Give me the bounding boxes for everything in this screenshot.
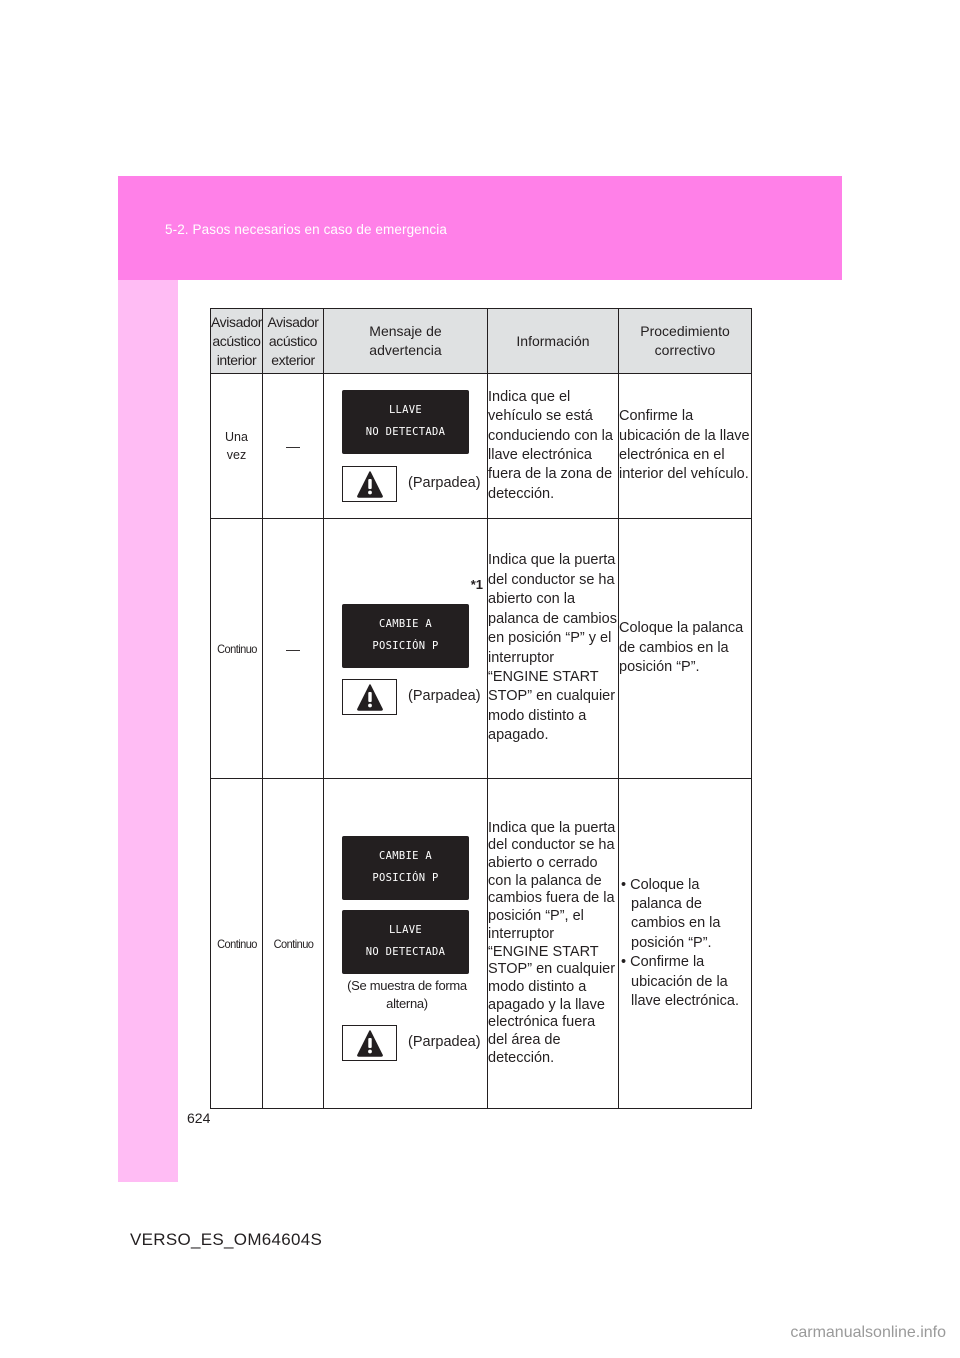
- warning-triangle-icon: [357, 684, 383, 711]
- header-interior-buzzer: [211, 309, 263, 374]
- lcd-line: NO DETECTADA: [365, 946, 446, 958]
- lcd-display: [342, 390, 469, 454]
- cell-text: Una: [225, 430, 248, 444]
- header-text: correctivo: [654, 342, 716, 358]
- page-number: 624: [187, 1110, 211, 1126]
- warning-message-cell: [324, 779, 488, 1109]
- warning-message-cell: [324, 374, 488, 519]
- procedure-list: [619, 876, 751, 1012]
- information-cell: Indica que el vehículo se está conduciendo con la llave electrónica fuera de la zona de detección.: [488, 374, 619, 519]
- footnote-marker: *1: [470, 577, 483, 592]
- header-text: Mensaje de: [369, 323, 442, 339]
- warning-light-box: [342, 1025, 397, 1061]
- exterior-buzzer-cell: —: [263, 519, 324, 779]
- warning-light-box: [342, 466, 397, 502]
- procedure-cell: [619, 779, 752, 1109]
- lcd-line: LLAVE: [388, 404, 423, 416]
- lcd-line: POSICIÓN P: [372, 872, 439, 884]
- document-id: VERSO_ES_OM64604S: [130, 1230, 323, 1249]
- list-item: • Coloque la palanca de cambios en la posición “P”.: [621, 876, 721, 951]
- watermark: carmanualsonline.info: [790, 1324, 946, 1341]
- header-text: Avisador: [211, 313, 263, 330]
- warning-light-box: [342, 679, 397, 715]
- header-text: advertencia: [369, 342, 442, 358]
- list-item: • Confirme la ubicación de la llave electrónica.: [621, 954, 739, 1010]
- side-margin-band: [118, 280, 178, 1182]
- note-line: alterna): [386, 996, 428, 1011]
- blink-label: (Parpadea): [408, 688, 481, 704]
- note-line: (Se muestra de forma: [347, 978, 467, 993]
- cell-text: vez: [226, 448, 247, 462]
- header-warning-message: [324, 309, 488, 374]
- table-row: [211, 519, 752, 779]
- lcd-line: POSICIÓN P: [372, 640, 439, 652]
- exterior-buzzer-cell: Continuo: [265, 779, 321, 1109]
- lcd-line: CAMBIE A: [379, 850, 432, 862]
- interior-buzzer-cell: Continuo: [213, 779, 261, 1109]
- procedure-cell: Coloque la palanca de cambios en la posición “P”.: [619, 519, 752, 779]
- lcd-line: CAMBIE A: [379, 618, 432, 630]
- information-cell: Indica que la puerta del conductor se ha abierto con la palanca de cambios en posición “P” y el interruptor “ENGINE START STOP” en cualquier modo distinto a apagado.: [488, 519, 619, 779]
- header-text: interior: [216, 351, 257, 368]
- table-row: [211, 779, 752, 1109]
- section-header-band: [118, 176, 842, 280]
- header-exterior-buzzer: [263, 309, 324, 374]
- information-cell: Indica que la puerta del conductor se ha abierto o cerrado con la palanca de cambios fuera de la posición “P”, el interruptor “ENGINE START STOP” en cualquier modo distinto a apagado y la llave electrónica fuera del área de detección.: [488, 779, 619, 1109]
- header-text: Procedimiento: [640, 323, 730, 339]
- procedure-cell: Confirme la ubicación de la llave electrónica en el interior del vehículo.: [619, 374, 752, 519]
- exterior-buzzer-cell: —: [263, 374, 324, 519]
- lcd-display: [342, 604, 469, 668]
- header-text: acústico: [212, 332, 261, 349]
- lcd-display: [342, 836, 469, 900]
- interior-buzzer-cell: [211, 374, 263, 519]
- warning-table: [210, 308, 752, 1109]
- header-information: Información: [488, 309, 619, 374]
- header-text: Avisador: [267, 313, 319, 330]
- header-text: acústico: [268, 332, 318, 349]
- blink-label: (Parpadea): [408, 1034, 481, 1050]
- lcd-line: NO DETECTADA: [365, 426, 446, 438]
- warning-triangle-icon: [357, 471, 383, 498]
- blink-label: (Parpadea): [408, 475, 481, 491]
- warning-message-cell: [324, 519, 488, 779]
- header-procedure: [619, 309, 752, 374]
- interior-buzzer-cell: Continuo: [213, 519, 261, 779]
- table-header-row: [211, 309, 752, 374]
- alternate-display-note: [332, 977, 482, 1013]
- header-text: exterior: [271, 351, 315, 368]
- warning-triangle-icon: [357, 1030, 383, 1057]
- table-row: [211, 374, 752, 519]
- section-title: 5-2. Pasos necesarios en caso de emergencia: [165, 222, 447, 237]
- lcd-line: LLAVE: [388, 924, 423, 936]
- lcd-display: [342, 910, 469, 974]
